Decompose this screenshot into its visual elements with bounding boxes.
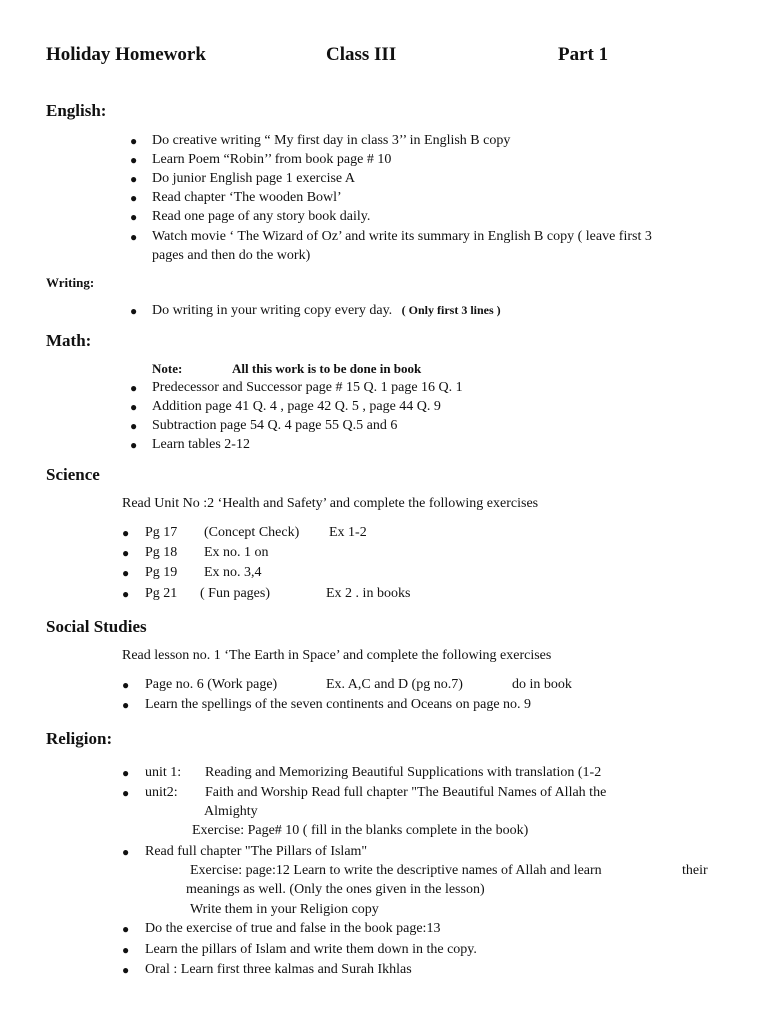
list-item: Learn the spellings of the seven continents and Oceans on page no. 9 (145, 697, 532, 712)
page-title: Holiday Homework (46, 44, 206, 65)
bullet: ● (130, 304, 138, 318)
unit2-label: unit2: (145, 785, 178, 800)
bullet: ● (122, 526, 130, 540)
bullet: ● (130, 153, 138, 167)
bullet: ● (122, 766, 130, 780)
social-intro: Read lesson no. 1 ‘The Earth in Space’ and complete the following exercises (122, 648, 552, 663)
writing-heading: Writing: (46, 275, 95, 290)
list-item: Addition page 41 Q. 4 , page 42 Q. 5 , page 44 Q. 9 (152, 399, 441, 414)
list-item: Learn Poem “Robin’’ from book page # 10 (152, 152, 392, 167)
list-item: Learn the pillars of Islam and write them down in the copy. (145, 942, 477, 957)
bullet: ● (130, 210, 138, 224)
list-item: Do creative writing “ My first day in class 3’’ in English B copy (152, 133, 511, 148)
bullet: ● (130, 172, 138, 186)
science-heading: Science (46, 465, 100, 484)
writing-note: ( Only first 3 lines ) (401, 303, 501, 317)
bullet: ● (130, 381, 138, 395)
bullet: ● (122, 943, 130, 957)
unit1-label: unit 1: (145, 765, 182, 780)
list-item: Do the exercise of true and false in the book page:13 (145, 921, 441, 936)
math-note-text: All this work is to be done in book (232, 361, 422, 376)
part-label: Part 1 (558, 44, 609, 65)
pillars-item: Read full chapter "The Pillars of Islam" (145, 844, 368, 859)
bullet: ● (122, 587, 130, 601)
unit2-continuation: Almighty (204, 804, 258, 819)
bullet: ● (122, 845, 130, 859)
bullet: ● (130, 191, 138, 205)
math-note-label: Note: (152, 361, 183, 376)
science-desc: (Concept Check) (204, 525, 300, 540)
unit1-text: Reading and Memorizing Beautiful Supplications with translation (1-2 (205, 765, 602, 780)
bullet: ● (122, 922, 130, 936)
science-ex: Ex 2 . in books (326, 586, 411, 601)
bullet: ● (122, 546, 130, 560)
science-page: Pg 19 (145, 565, 178, 580)
english-heading: English: (46, 101, 107, 120)
social-item-note: do in book (512, 677, 572, 692)
bullet: ● (122, 786, 130, 800)
bullet: ● (130, 230, 138, 244)
list-item: Read one page of any story book daily. (152, 209, 371, 224)
social-item-page: Page no. 6 (Work page) (145, 677, 278, 692)
science-intro: Read Unit No :2 ‘Health and Safety’ and complete the following exercises (122, 496, 539, 511)
science-desc: ( Fun pages) (200, 586, 270, 601)
bullet: ● (130, 419, 138, 433)
social-item-ex: Ex. A,C and D (pg no.7) (326, 677, 463, 692)
pillars-exercise-copy: Write them in your Religion copy (190, 902, 379, 917)
list-item: Watch movie ‘ The Wizard of Oz’ and write its summary in English B copy ( leave first 3 (152, 229, 652, 244)
list-item (152, 303, 501, 319)
pillars-exercise: Exercise: page:12 Learn to write the descriptive names of Allah and learn (190, 863, 602, 878)
list-item: Predecessor and Successor page # 15 Q. 1 page 16 Q. 1 (152, 380, 463, 395)
bullet: ● (122, 698, 130, 712)
unit2-exercise: Exercise: Page# 10 ( fill in the blanks complete in the book) (192, 823, 529, 838)
science-ex: Ex 1-2 (329, 525, 367, 540)
list-item: Do junior English page 1 exercise A (152, 171, 355, 186)
unit2-text: Faith and Worship Read full chapter "The Beautiful Names of Allah the (205, 785, 607, 800)
science-desc: Ex no. 1 on (204, 545, 269, 560)
science-desc: Ex no. 3,4 (204, 565, 262, 580)
religion-heading: Religion: (46, 729, 113, 748)
writing-item: Do writing in your writing copy every day. (152, 303, 393, 318)
list-item: Learn tables 2-12 (152, 437, 250, 452)
bullet: ● (130, 400, 138, 414)
list-item-continuation: pages and then do the work) (152, 248, 311, 263)
pillars-exercise-tail: their (682, 863, 708, 878)
science-page: Pg 18 (145, 545, 178, 560)
social-heading: Social Studies (46, 617, 147, 636)
class-label: Class III (326, 44, 397, 65)
science-page: Pg 17 (145, 525, 178, 540)
list-item: Oral : Learn first three kalmas and Surah Ikhlas (145, 962, 412, 977)
pillars-exercise-cont: meanings as well. (Only the ones given in the lesson) (186, 882, 485, 897)
bullet: ● (122, 963, 130, 977)
math-heading: Math: (46, 331, 92, 350)
bullet: ● (122, 566, 130, 580)
bullet: ● (122, 678, 130, 692)
science-page: Pg 21 (145, 586, 178, 601)
list-item: Read chapter ‘The wooden Bowl’ (152, 190, 342, 205)
bullet: ● (130, 438, 138, 452)
list-item: Subtraction page 54 Q. 4 page 55 Q.5 and 6 (152, 418, 398, 433)
bullet: ● (130, 134, 138, 148)
